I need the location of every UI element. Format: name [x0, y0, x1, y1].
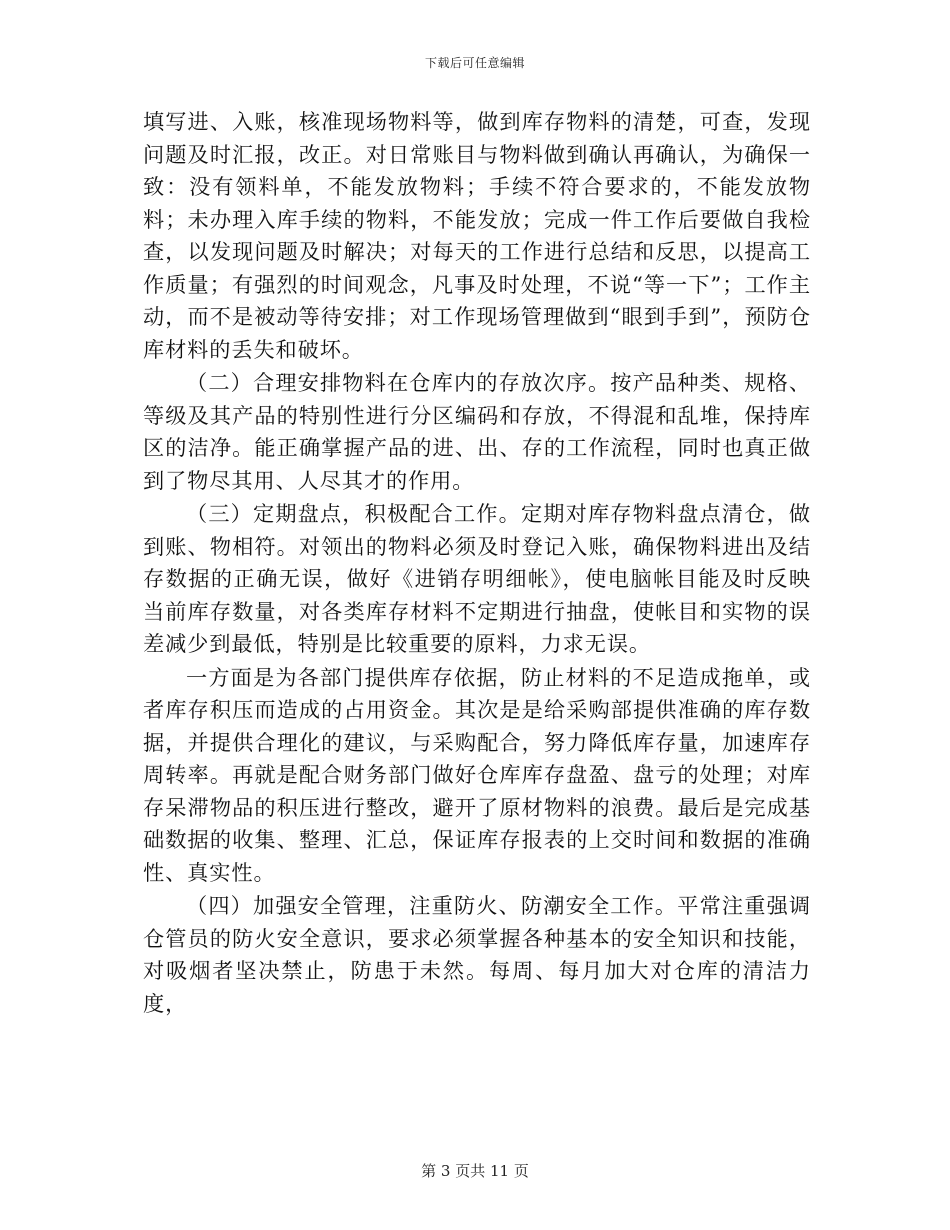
paragraph-section-2: （二）合理安排物料在仓库内的存放次序。按产品种类、规格、等级及其产品的特别性进行分区编码和存放，不得混和乱堆，保持库区的洁净。能正确掌握产品的进、出、存的工作流程，同时也真正做到了物尽其用、人尽其才的作用。: [143, 370, 811, 493]
paragraph-section-3: （三）定期盘点，积极配合工作。定期对库存物料盘点清仓，做到账、物相符。对领出的物料必须及时登记入账，确保物料进出及结存数据的正确无误，做好《进销存明细帐》，使电脑帐目能及时反映当前库存数量，对各类库存材料不定期进行抽盘，使帐目和实物的误差减少到最低，特别是比较重要的原料，力求无误。: [143, 501, 811, 656]
page-number: 第 3 页共 11 页: [421, 1162, 529, 1180]
paragraph-section-4: （四）加强安全管理，注重防火、防潮安全工作。平常注重强调仓管员的防火安全意识，要求必须掌握各种基本的安全知识和技能，对吸烟者坚决禁止，防患于未然。每周、每月加大对仓库的清洁力度，: [143, 893, 811, 1016]
paragraph-continuation: 填写进、入账，核准现场物料等，做到库存物料的清楚，可查，发现问题及时汇报，改正。对日常账目与物料做到确认再确认，为确保一致：没有领料单，不能发放物料；手续不符合要求的，不能发放物料；未办理入库手续的物料，不能发放；完成一件工作后要做自我检查，以发现问题及时解决；对每天的工作进行总结和反思，以提高工作质量；有强烈的时间观念，凡事及时处理，不说“等一下”；工作主动，而不是被动等待安排；对工作现场管理做到“眼到手到”，预防仓库材料的丢失和破坏。: [143, 109, 811, 362]
page-header: 下载后可任意编辑: [424, 56, 525, 70]
document-body: [143, 106, 811, 1020]
paragraph-inventory-purpose: 一方面是为各部门提供库存依据，防止材料的不足造成拖单，或者库存积压而造成的占用资金。其次是是给采购部提供准确的库存数据，并提供合理化的建议，与采购配合，努力降低库存量，加速库存周转率。再就是配合财务部门做好仓库库存盘盈、盘亏的处理；对库存呆滞物品的积压进行整改，避开了原材物料的浪费。最后是完成基础数据的收集、整理、汇总，保证库存报表的上交时间和数据的准确性、真实性。: [143, 664, 811, 885]
